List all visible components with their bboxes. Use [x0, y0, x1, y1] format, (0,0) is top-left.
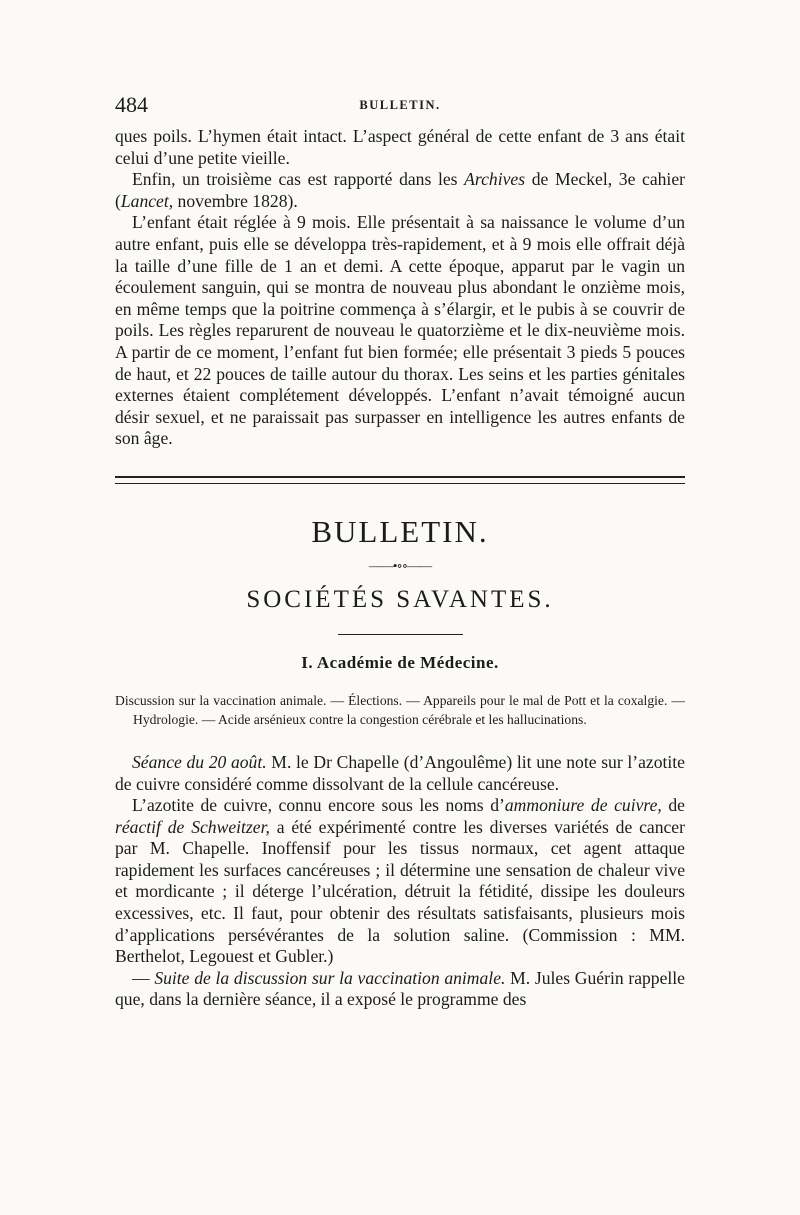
text-run: de Meckel, 3e cahier ( — [115, 169, 685, 211]
text-run: novembre 1828). — [173, 190, 298, 211]
text-run: ques poils. L’hymen était intact. L’aspect général de cette enfant de 3 ans était celui d’une petite vieille. — [115, 126, 685, 168]
running-title: BULLETIN. — [359, 98, 441, 112]
text-run: L’azotite de cuivre, connu encore sous les noms d’ — [132, 795, 505, 816]
page-header — [115, 92, 685, 126]
bulletin-title: BULLETIN. — [311, 513, 489, 549]
italic-text: Suite de la discussion sur la vaccination animale. — [154, 967, 506, 988]
italic-text: ammoniure de cuivre, — [504, 795, 662, 816]
text-run: Enfin, un troisième cas est rapporté dans les — [132, 169, 465, 190]
page-number: 484 — [115, 92, 148, 117]
paragraph — [115, 752, 685, 795]
text-run: a été expérimenté contre les diverses variétés de cancer par M. Chapelle. Inoffensif pour les tissus normaux, cet agent attaque rapidement les surfaces cancéreuses ; il détermine une sensation de chaleur vive et mordicante ; il déterge l’ulcération, détruit la fétidité, dissipe les douleurs excessives, etc. Il faut, pour obtenir des résultats satisfaisants, plusieurs mois d’applications persévérantes de la solution saline. (Commission : MM. Berthelot, Legouest et Gubler.) — [115, 816, 685, 967]
italic-text: réactif de Schweitzer, — [115, 816, 270, 837]
italic-text: Archives — [464, 169, 526, 190]
short-divider — [338, 634, 463, 635]
subtitle: SOCIÉTÉS SAVANTES. — [246, 585, 554, 613]
paragraph — [115, 169, 685, 212]
paragraph — [115, 968, 685, 1011]
italic-text: Lancet, — [120, 190, 174, 211]
text-run: — — [132, 967, 155, 988]
paragraph — [115, 212, 685, 450]
top-text-block — [115, 126, 685, 450]
text-run: L’enfant était réglée à 9 mois. Elle présentait à sa naissance le volume d’un autre enfant, puis elle se développa très-rapidement, et à 9 mois elle offrait déjà la taille d’une fille de 1 an et demi. A cette époque, apparut par le vagin un écoulement sanguin, qui se montra de nouveau plus abondant le onzième mois, en même temps que la poitrine commença à s’élargir, et le pubis à se couvrir de poils. Les règles reparurent de nouveau le quatorzième et le dix-neuvième mois. A partir de ce moment, l’enfant fut bien formée; elle présentait 3 pieds 5 pouces de haut, et 22 pouces de taille autour du thorax. Les seins et les parties génitales externes étaient complétement développés. L’enfant n’avait témoigné aucun désir sexuel, et ne paraissait pas surpasser en intelligence les autres enfants de son âge. — [115, 212, 685, 449]
text-run: M. Jules Guérin rappelle que, dans la dernière séance, il a exposé le programme des — [115, 967, 685, 1010]
section-heading: I. Académie de Médecine. — [301, 652, 499, 672]
paragraph — [115, 795, 685, 968]
session-summary: Discussion sur la vaccination animale. — Élections. — Appareils pour le mal de Pott et la coxalgie. — Hydrologie. — Acide arsénieux contre la congestion cérébrale et les hallucinations. — [115, 692, 685, 728]
section-divider — [115, 476, 685, 484]
text-run: de — [661, 795, 685, 816]
bottom-text-block — [115, 752, 685, 1011]
paragraph — [115, 126, 685, 169]
document-page — [115, 92, 685, 1011]
text-run: M. le Dr Chapelle (d’Angoulême) lit une note sur l’azotite de cuivre considéré comme dissolvant de la cellule cancéreuse. — [115, 751, 685, 794]
ornament-divider: ——•∘∘—— — [368, 557, 432, 573]
italic-text: Séance du 20 août. — [132, 751, 267, 772]
